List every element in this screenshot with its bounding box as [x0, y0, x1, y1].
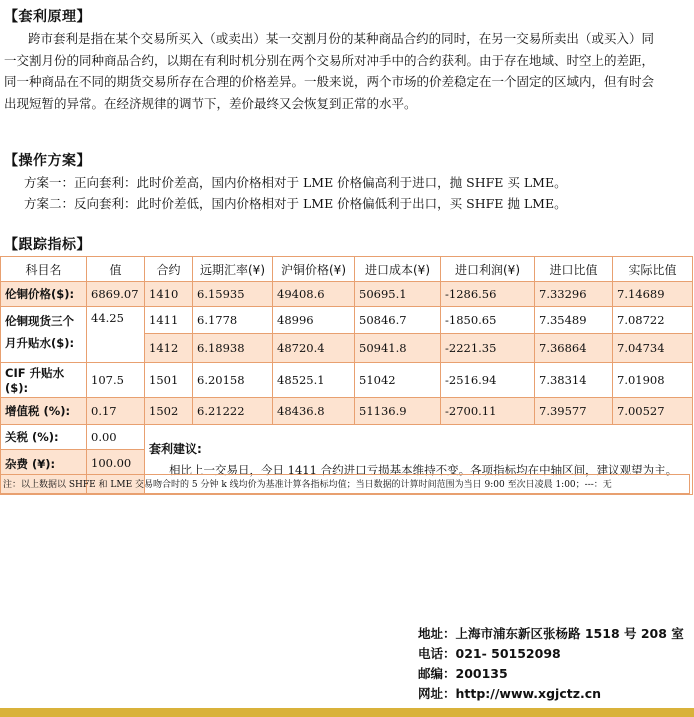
row-profit: -2516.94: [441, 363, 535, 398]
row-name: 伦铜现货三个月升贴水($):: [1, 307, 87, 363]
row-import-ratio: 7.33296: [535, 282, 613, 307]
table-note: 注：以上数据以 SHFE 和 LME 交易吻合时的 5 分钟 k 线均价为基准计算各指标均值；当日数据的计算时间范围为当日 9:00 至次日凌晨 1:00；---：无: [0, 474, 690, 494]
advice-text: 相比上一交易日，今日 1411 合约进口亏损基本维持不变。各项指标均在中轴区间，建议观望为主。: [169, 463, 678, 477]
row-import-ratio: 7.39577: [535, 398, 613, 425]
header-name: 科目名: [1, 257, 87, 282]
row-price: 48436.8: [273, 398, 355, 425]
row-actual-ratio: 7.04734: [613, 334, 693, 363]
row-import-ratio: 7.35489: [535, 307, 613, 334]
contact-phone: 电话：021- 50152098: [418, 646, 561, 661]
header-shfe-price: 沪铜价格(¥): [273, 257, 355, 282]
row-rate: 6.15935: [193, 282, 273, 307]
header-forward-rate: 远期汇率(¥): [193, 257, 273, 282]
row-profit: -2221.35: [441, 334, 535, 363]
row-import-ratio: 7.38314: [535, 363, 613, 398]
row-profit: -2700.11: [441, 398, 535, 425]
header-import-ratio: 进口比值: [535, 257, 613, 282]
row-rate: 6.20158: [193, 363, 273, 398]
row-name: 伦铜价格($):: [1, 282, 87, 307]
row-contract: 1411: [145, 307, 193, 334]
row-cost: 51042: [355, 363, 441, 398]
row-contract: 1410: [145, 282, 193, 307]
row-value: 0.17: [87, 398, 145, 425]
footer-bar: [0, 708, 694, 717]
header-import-cost: 进口成本(¥): [355, 257, 441, 282]
principle-heading: 【套利原理】: [4, 9, 91, 25]
row-value: 44.25: [87, 307, 145, 363]
tracking-table: [0, 256, 693, 495]
row-price: 49408.6: [273, 282, 355, 307]
contact-block: [418, 624, 684, 704]
row-cost: 50941.8: [355, 334, 441, 363]
row-price: 48720.4: [273, 334, 355, 363]
row-cost: 51136.9: [355, 398, 441, 425]
row-value: 6869.07: [87, 282, 145, 307]
row-actual-ratio: 7.14689: [613, 282, 693, 307]
advice-title: 套利建议:: [149, 442, 202, 456]
row-import-ratio: 7.36864: [535, 334, 613, 363]
header-contract: 合约: [145, 257, 193, 282]
misc-value: 100.00: [87, 450, 145, 495]
table-row: [1, 425, 693, 450]
row-contract: 1412: [145, 334, 193, 363]
tracking-heading: 【跟踪指标】: [4, 237, 91, 253]
row-cost: 50695.1: [355, 282, 441, 307]
contact-postcode: 邮编：200135: [418, 666, 508, 681]
row-rate: 6.1778: [193, 307, 273, 334]
row-contract: 1501: [145, 363, 193, 398]
row-name: CIF 升贴水($):: [1, 363, 87, 398]
row-contract: 1502: [145, 398, 193, 425]
contact-website: 网址：http://www.xgjctz.cn: [418, 686, 602, 701]
row-profit: -1850.65: [441, 307, 535, 334]
row-actual-ratio: 7.00527: [613, 398, 693, 425]
row-cost: 50846.7: [355, 307, 441, 334]
plan-2: 方案二：反向套利：此时价差低，国内价格相对于 LME 价格偏低利于出口，买 SHFE 抛 LME。: [24, 196, 567, 211]
contact-address: 地址：上海市浦东新区张杨路 1518 号 208 室: [418, 626, 684, 641]
table-row: [1, 398, 693, 425]
table-row: [1, 282, 693, 307]
row-rate: 6.18938: [193, 334, 273, 363]
row-price: 48525.1: [273, 363, 355, 398]
row-rate: 6.21222: [193, 398, 273, 425]
row-profit: -1286.56: [441, 282, 535, 307]
table-header-row: [1, 257, 693, 282]
plans-heading: 【操作方案】: [4, 153, 91, 169]
header-value: 值: [87, 257, 145, 282]
header-import-profit: 进口利润(¥): [441, 257, 535, 282]
row-actual-ratio: 7.01908: [613, 363, 693, 398]
table-row: [1, 307, 693, 334]
row-price: 48996: [273, 307, 355, 334]
row-name: 增值税 (%):: [1, 398, 87, 425]
tariff-name: 关税 (%):: [1, 425, 87, 450]
row-actual-ratio: 7.08722: [613, 307, 693, 334]
header-actual-ratio: 实际比值: [613, 257, 693, 282]
table-row: [1, 363, 693, 398]
misc-name: 杂费 (¥):: [1, 450, 87, 495]
plan-1: 方案一：正向套利：此时价差高，国内价格相对于 LME 价格偏高利于进口，抛 SHFE 买 LME。: [24, 175, 567, 190]
tariff-value: 0.00: [87, 425, 145, 450]
row-value: 107.5: [87, 363, 145, 398]
principle-text: 跨市套利是指在某个交易所买入（或卖出）某一交割月份的某种商品合约的同时，在另一交易所卖出（或买入）同一交割月份的同种商品合约，以期在有利时机分别在两个交易所对冲手中的合约获利。由于存在地域、时空上的差距，同一种商品在不同的期货交易所存在合理的价格差异。一般来说，两个市场的价差稳定在一个固定的区域内，但有时会出现短暂的异常。在经济规律的调节下，差价最终又会恢复到正常的水平。: [4, 31, 655, 111]
